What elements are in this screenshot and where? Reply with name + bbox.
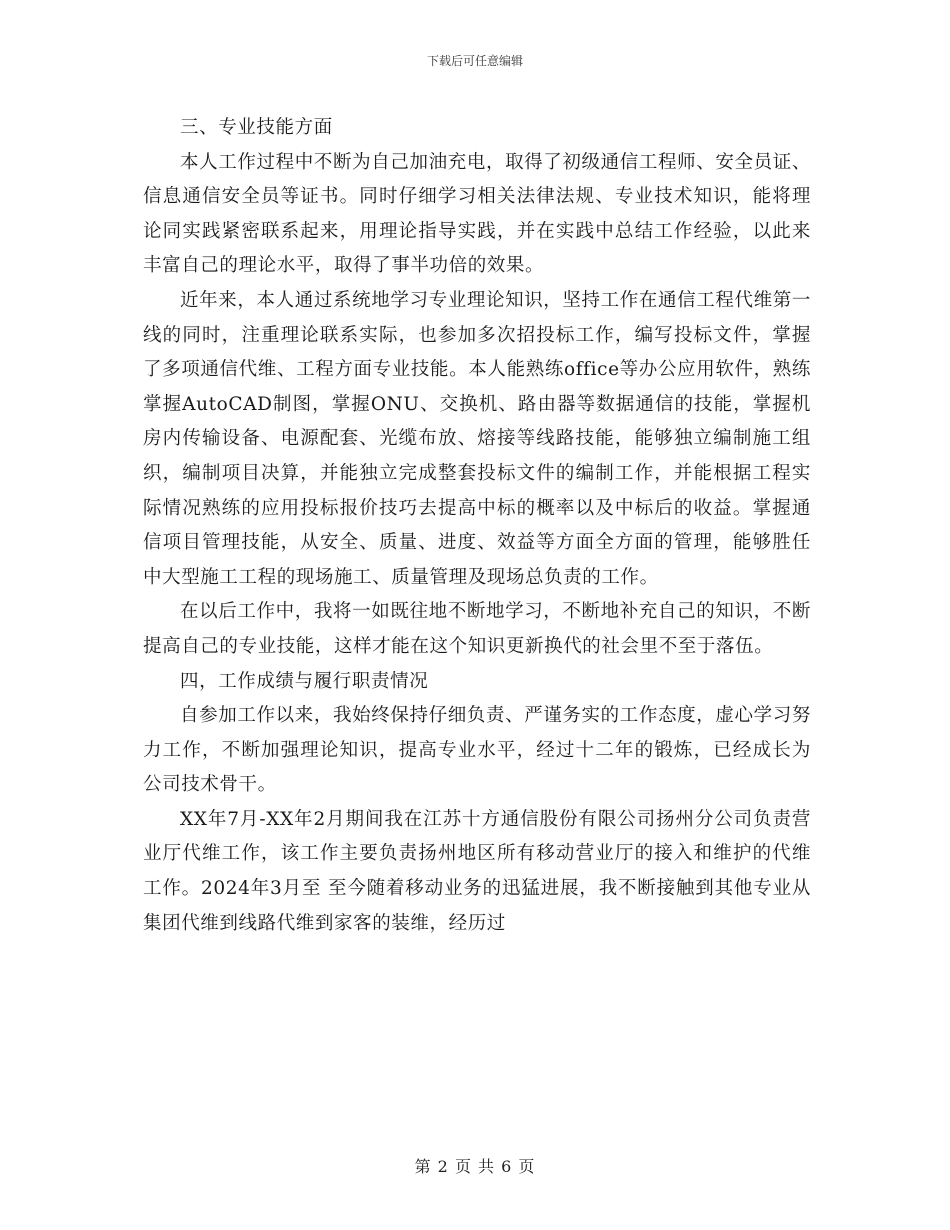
paragraph: 自参加工作以来，我始终保持仔细负责、严谨务实的工作态度，虚心学习努力工作，不断加强理论知识，提高专业水平，经过十二年的锻炼，已经成长为公司技术骨干。 <box>143 705 811 796</box>
paragraph: 近年来，本人通过系统地学习专业理论知识，坚持工作在通信工程代维第一线的同时，注重理论联系实际，也参加多次招投标工作，编写投标文件，掌握了多项通信代维、工程方面专业技能。本人能熟练office等办公应用软件，熟练掌握AutoCAD制图，掌握ONU、交换机、路由器等数据通信的技能，掌握机房内传输设备、电源配套、光缆布放、熔接等线路技能，能够独立编制施工组织，编制项目决算，并能独立完成整套投标文件的编制工作，并能根据工程实际情况熟练的应用投标报价技巧去提高中标的概率以及中标后的收益。掌握通信项目管理技能，从安全、质量、进度、效益等方面全方面的管理，能够胜任中大型施工工程的现场施工、质量管理及现场总负责的工作。 <box>143 289 811 588</box>
section-heading-skills: 三、专业技能方面 <box>180 117 333 138</box>
section-heading-achievements: 四，工作成绩与履行职责情况 <box>180 670 429 692</box>
page-header: 下载后可任意编辑 <box>426 54 523 68</box>
paragraph: 在以后工作中，我将一如既往地不断地学习，不断地补充自己的知识，不断提高自己的专业技能，这样才能在这个知识更新换代的社会里不至于落伍。 <box>143 601 811 657</box>
document-body <box>143 111 811 941</box>
paragraph: XX年7月-XX年2月期间我在江苏十方通信股份有限公司扬州分公司负责营业厅代维工作，该工作主要负责扬州地区所有移动营业厅的接入和维护的代维工作。2024年3月至 至今随着移动业务的迅猛进展，我不断接触到其他专业从集团代维到线路代维到家客的装维，经历过 <box>143 808 811 934</box>
paragraph: 本人工作过程中不断为自己加油充电，取得了初级通信工程师、安全员证、信息通信安全员等证书。同时仔细学习相关法律法规、专业技术知识，能将理论同实践紧密联系起来，用理论指导实践，并在实践中总结工作经验，以此来丰富自己的理论水平，取得了事半功倍的效果。 <box>143 151 811 277</box>
page-number: 第 2 页 共 6 页 <box>414 1157 536 1176</box>
